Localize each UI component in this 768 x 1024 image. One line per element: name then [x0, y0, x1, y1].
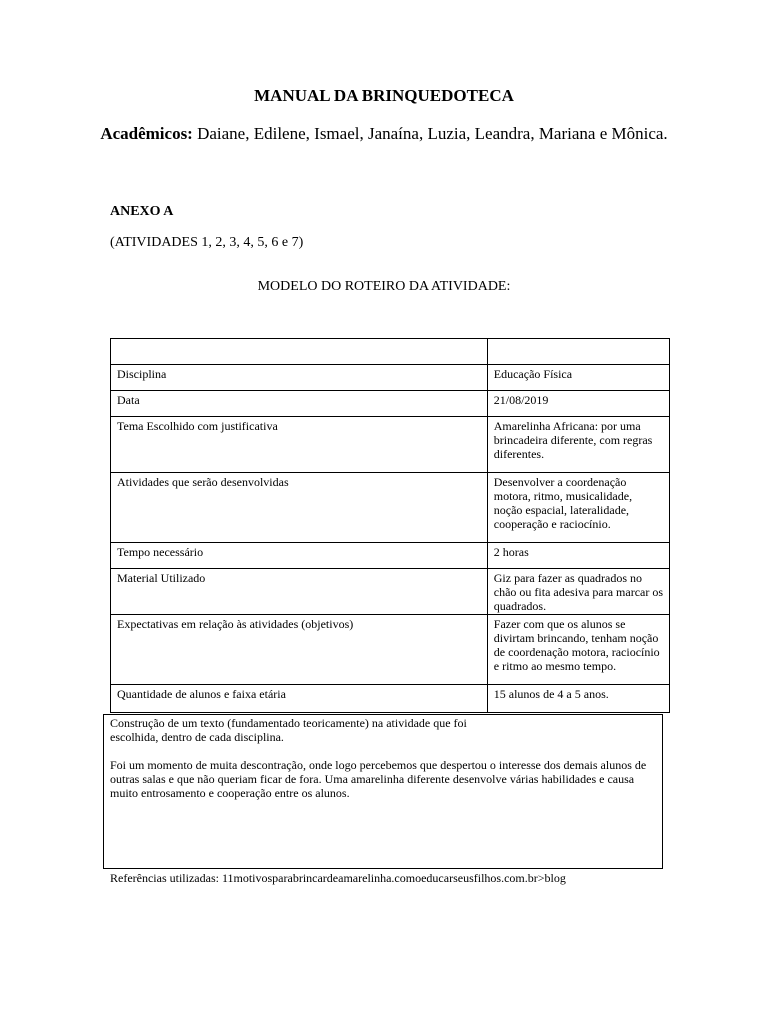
- authors-line: [100, 124, 668, 144]
- table-cell-value: 21/08/2019: [487, 391, 669, 417]
- table-cell-value: Educação Física: [487, 365, 669, 391]
- table-row: [111, 365, 670, 391]
- table-cell-value: Fazer com que os alunos se divirtam brincando, tenham noção de coordenação motora, raciocínio e ritmo ao mesmo tempo.: [487, 615, 669, 685]
- table-cell-label: Material Utilizado: [111, 569, 488, 615]
- table-cell-label: Disciplina: [111, 365, 488, 391]
- table-row: [111, 615, 670, 685]
- table-row: [111, 473, 670, 543]
- table-cell-value: 2 horas: [487, 543, 669, 569]
- table-row: [111, 569, 670, 615]
- table-cell-label: Tema Escolhido com justificativa: [111, 417, 488, 473]
- annex-label: ANEXO A: [110, 204, 174, 219]
- table-cell-value: Desenvolver a coordenação motora, ritmo, musicalidade, noção espacial, lateralidade, cooperação e raciocínio.: [487, 473, 669, 543]
- table-cell-label: Tempo necessário: [111, 543, 488, 569]
- table-row: [111, 339, 670, 365]
- table-cell-value: 15 alunos de 4 a 5 anos.: [487, 685, 669, 713]
- authors-names: Daiane, Edilene, Ismael, Janaína, Luzia, Leandra, Mariana e Mônica.: [192, 124, 668, 143]
- table-cell-label: [111, 339, 488, 365]
- table-row: [111, 543, 670, 569]
- theory-text-box: [103, 714, 663, 869]
- table-row: [111, 417, 670, 473]
- authors-label: Acadêmicos:: [100, 124, 193, 143]
- table-cell-value: [487, 339, 669, 365]
- table-cell-label: Atividades que serão desenvolvidas: [111, 473, 488, 543]
- table-cell-value: Amarelinha Africana: por uma brincadeira diferente, com regras diferentes.: [487, 417, 669, 473]
- references-line: Referências utilizadas: 11motivosparabrincardeamarelinha.comoeducarseusfilhos.com.br>blog: [110, 871, 566, 885]
- activities-list: (ATIVIDADES 1, 2, 3, 4, 5, 6 e 7): [110, 235, 304, 250]
- table-cell-value: Giz para fazer as quadrados no chão ou fita adesiva para marcar os quadrados.: [487, 569, 669, 615]
- table-cell-label: Data: [111, 391, 488, 417]
- table-cell-label: Quantidade de alunos e faixa etária: [111, 685, 488, 713]
- theory-body: Foi um momento de muita descontração, onde logo percebemos que despertou o interesse dos demais alunos de outras salas e que não queriam ficar de fora. Uma amarelinha diferente desenvolve várias habilidades e causa muito entrosamento e cooperação entre os alunos.: [110, 758, 647, 800]
- table-cell-label: Expectativas em relação às atividades (objetivos): [111, 615, 488, 685]
- table-row: [111, 391, 670, 417]
- activity-table: [110, 338, 670, 713]
- document-title: MANUAL DA BRINQUEDOTECA: [254, 86, 514, 105]
- theory-intro: Construção de um texto (fundamentado teoricamente) na atividade que foi escolhida, dentro de cada disciplina.: [110, 716, 467, 744]
- model-title: MODELO DO ROTEIRO DA ATIVIDADE:: [257, 279, 511, 294]
- table-row: [111, 685, 670, 713]
